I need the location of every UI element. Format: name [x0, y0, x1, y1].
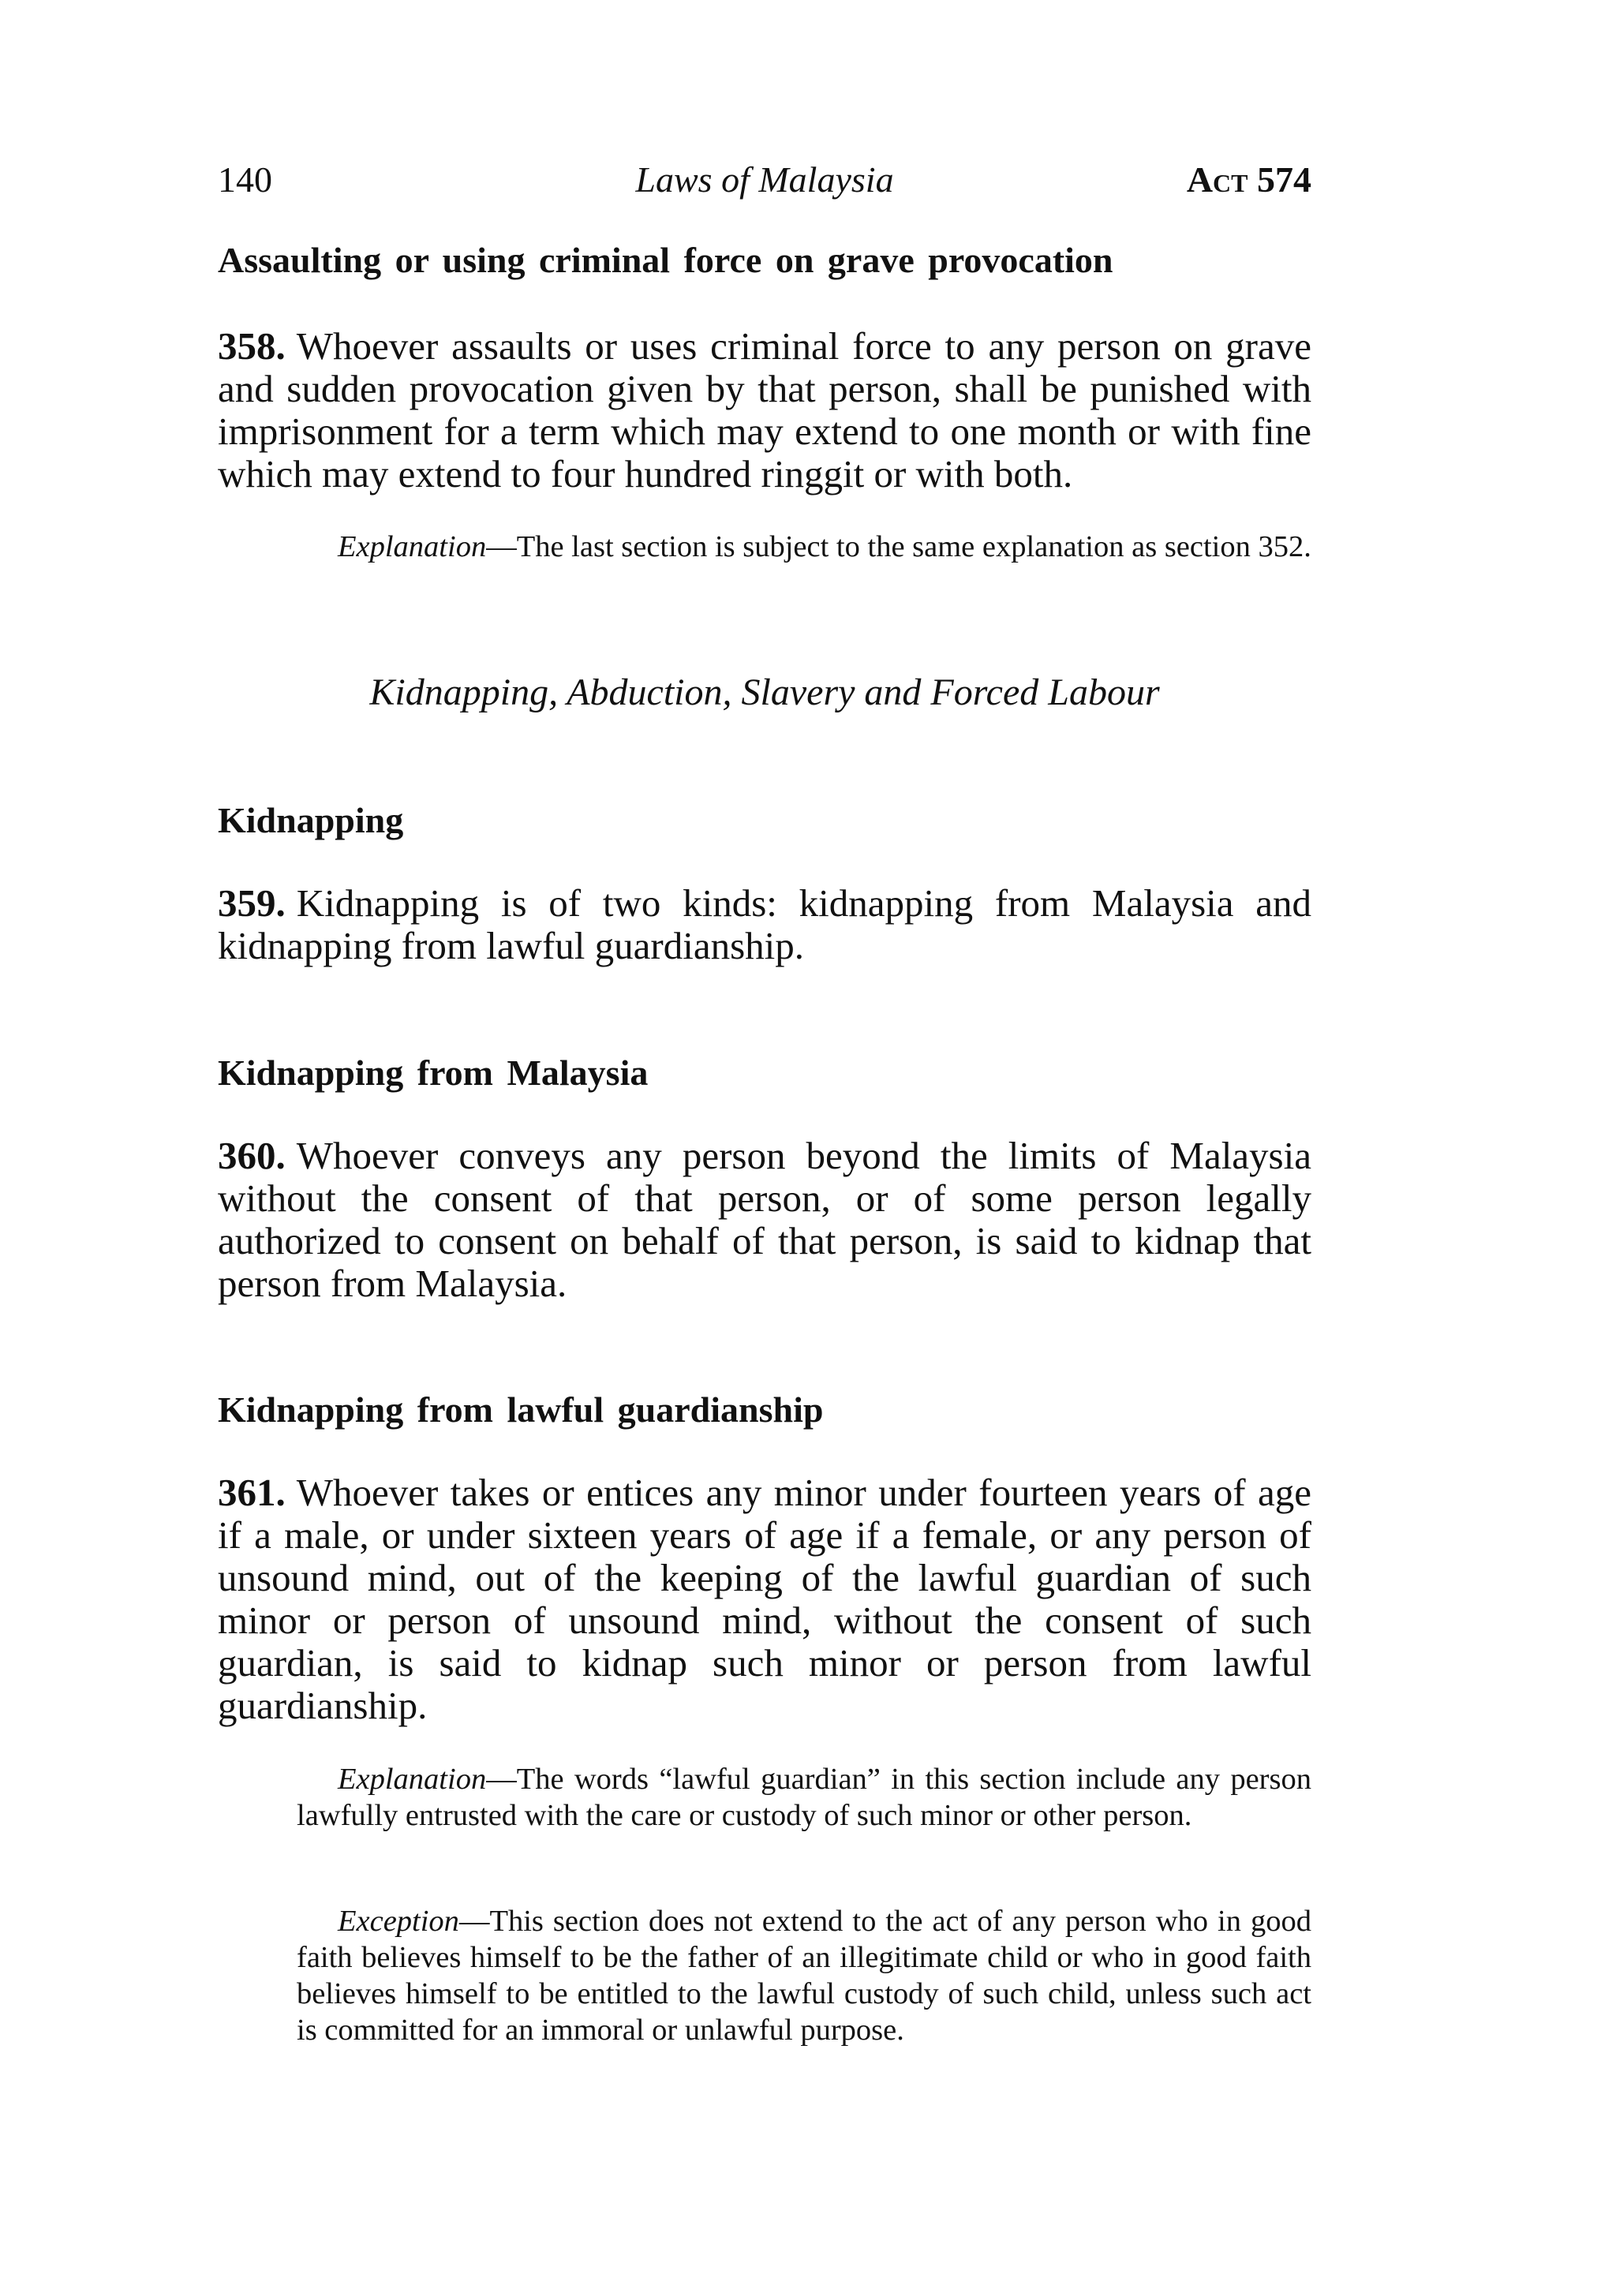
section-361	[218, 1471, 1311, 1727]
section-text: Kidnapping is of two kinds: kidnapping from Malaysia and kidnapping from lawful guardianship.	[218, 881, 1311, 967]
section-359-heading: Kidnapping	[218, 800, 404, 840]
explanation-label: Explanation	[338, 1763, 487, 1796]
section-358-explanation	[297, 529, 1311, 565]
running-header	[218, 156, 1311, 204]
section-361-heading: Kidnapping from lawful guardianship	[218, 1389, 824, 1430]
section-number: 361.	[218, 1471, 286, 1514]
exception-label: Exception	[338, 1905, 459, 1938]
explanation-text: —The last section is subject to the same explanation as section 352.	[486, 530, 1311, 563]
book-title: Laws of Malaysia	[635, 159, 894, 200]
act-number-value: 574	[1257, 159, 1311, 200]
section-361-exception	[297, 1903, 1311, 2048]
section-358-heading: Assaulting or using criminal force on grave provocation	[218, 240, 1113, 280]
section-text: Whoever conveys any person beyond the limits of Malaysia without the consent of that person, or of some person legally authorized to consent on behalf of that person, is said to kidnap that person from Malaysia.	[218, 1134, 1311, 1305]
section-361-explanation	[297, 1761, 1311, 1834]
section-text: Whoever assaults or uses criminal force to any person on grave and sudden provocation given by that person, shall be punished with imprisonment for a term which may extend to one month or with fine which may extend to four hundred ringgit or with both.	[218, 324, 1311, 495]
section-text: Whoever takes or entices any minor under fourteen years of age if a male, or under sixteen years of age if a female, or any person of unsound mind, out of the keeping of the lawful guardian of such minor or person of unsound mind, without the consent of such guardian, is said to kidnap such minor or person from lawful guardianship.	[218, 1471, 1311, 1727]
exception-text: —This section does not extend to the act of any person who in good faith believes himself to be the father of an illegitimate child or who in good faith believes himself to be entitled to the lawful custody of such child, unless such act is committed for an immoral or unlawful purpose.	[297, 1905, 1311, 2047]
act-label: Act	[1186, 159, 1248, 200]
section-number: 360.	[218, 1134, 286, 1177]
act-number	[1187, 156, 1311, 204]
section-360	[218, 1135, 1311, 1305]
section-358	[218, 325, 1311, 495]
part-heading: Kidnapping, Abduction, Slavery and Forced Labour	[369, 671, 1160, 713]
section-359	[218, 882, 1311, 967]
page-number: 140	[218, 159, 272, 200]
section-number: 358.	[218, 324, 286, 368]
section-number: 359.	[218, 881, 286, 925]
explanation-label: Explanation	[338, 530, 487, 563]
section-360-heading: Kidnapping from Malaysia	[218, 1053, 649, 1093]
explanation-text: —The words “lawful guardian” in this section include any person lawfully entrusted with the care or custody of such minor or other person.	[297, 1763, 1311, 1832]
